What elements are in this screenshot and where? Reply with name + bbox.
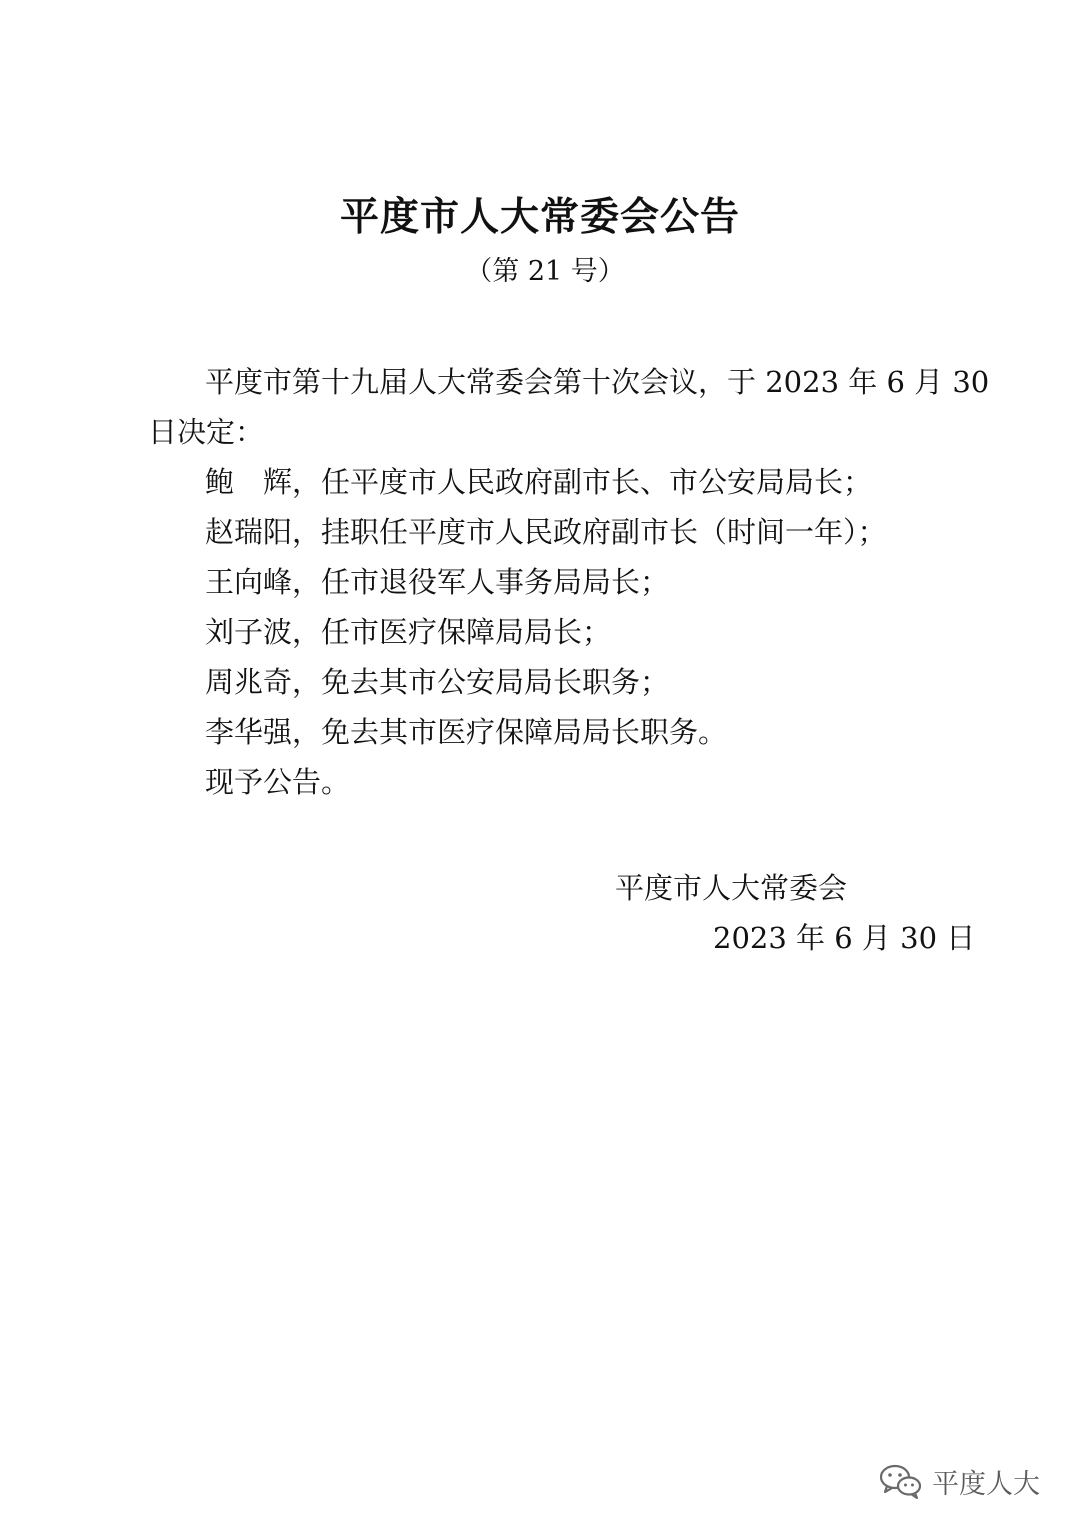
dismissal-item: 李华强，免去其市医疗保障局局长职务。 [205, 715, 728, 749]
wechat-icon [878, 1462, 924, 1500]
appointment-item: 王向峰，任市退役军人事务局局长； [205, 565, 670, 599]
appointment-item: 赵瑞阳，挂职任平度市人民政府副市长（时间一年）； [205, 515, 887, 549]
document-title: 平度市人大常委会公告 [339, 194, 740, 240]
dismissal-item: 周兆奇，免去其市公安局局长职务； [205, 665, 670, 699]
signature-date: 2023 年 6 月 30 日 [713, 921, 976, 955]
closing-statement: 现予公告。 [205, 765, 351, 799]
intro-paragraph-line-2: 日决定： [148, 415, 265, 449]
watermark-text: 平度人大 [932, 1468, 1040, 1500]
appointment-item: 刘子波，任市医疗保障局局长； [205, 615, 612, 649]
intro-paragraph-line-1: 平度市第十九届人大常委会第十次会议，于 2023 年 6 月 30 [205, 365, 990, 399]
document-number: （第 21 号） [465, 256, 625, 287]
signature-organization: 平度市人大常委会 [615, 871, 848, 905]
appointment-item: 鲍 辉，任平度市人民政府副市长、市公安局局长； [205, 465, 873, 499]
wechat-watermark [878, 1459, 1040, 1503]
